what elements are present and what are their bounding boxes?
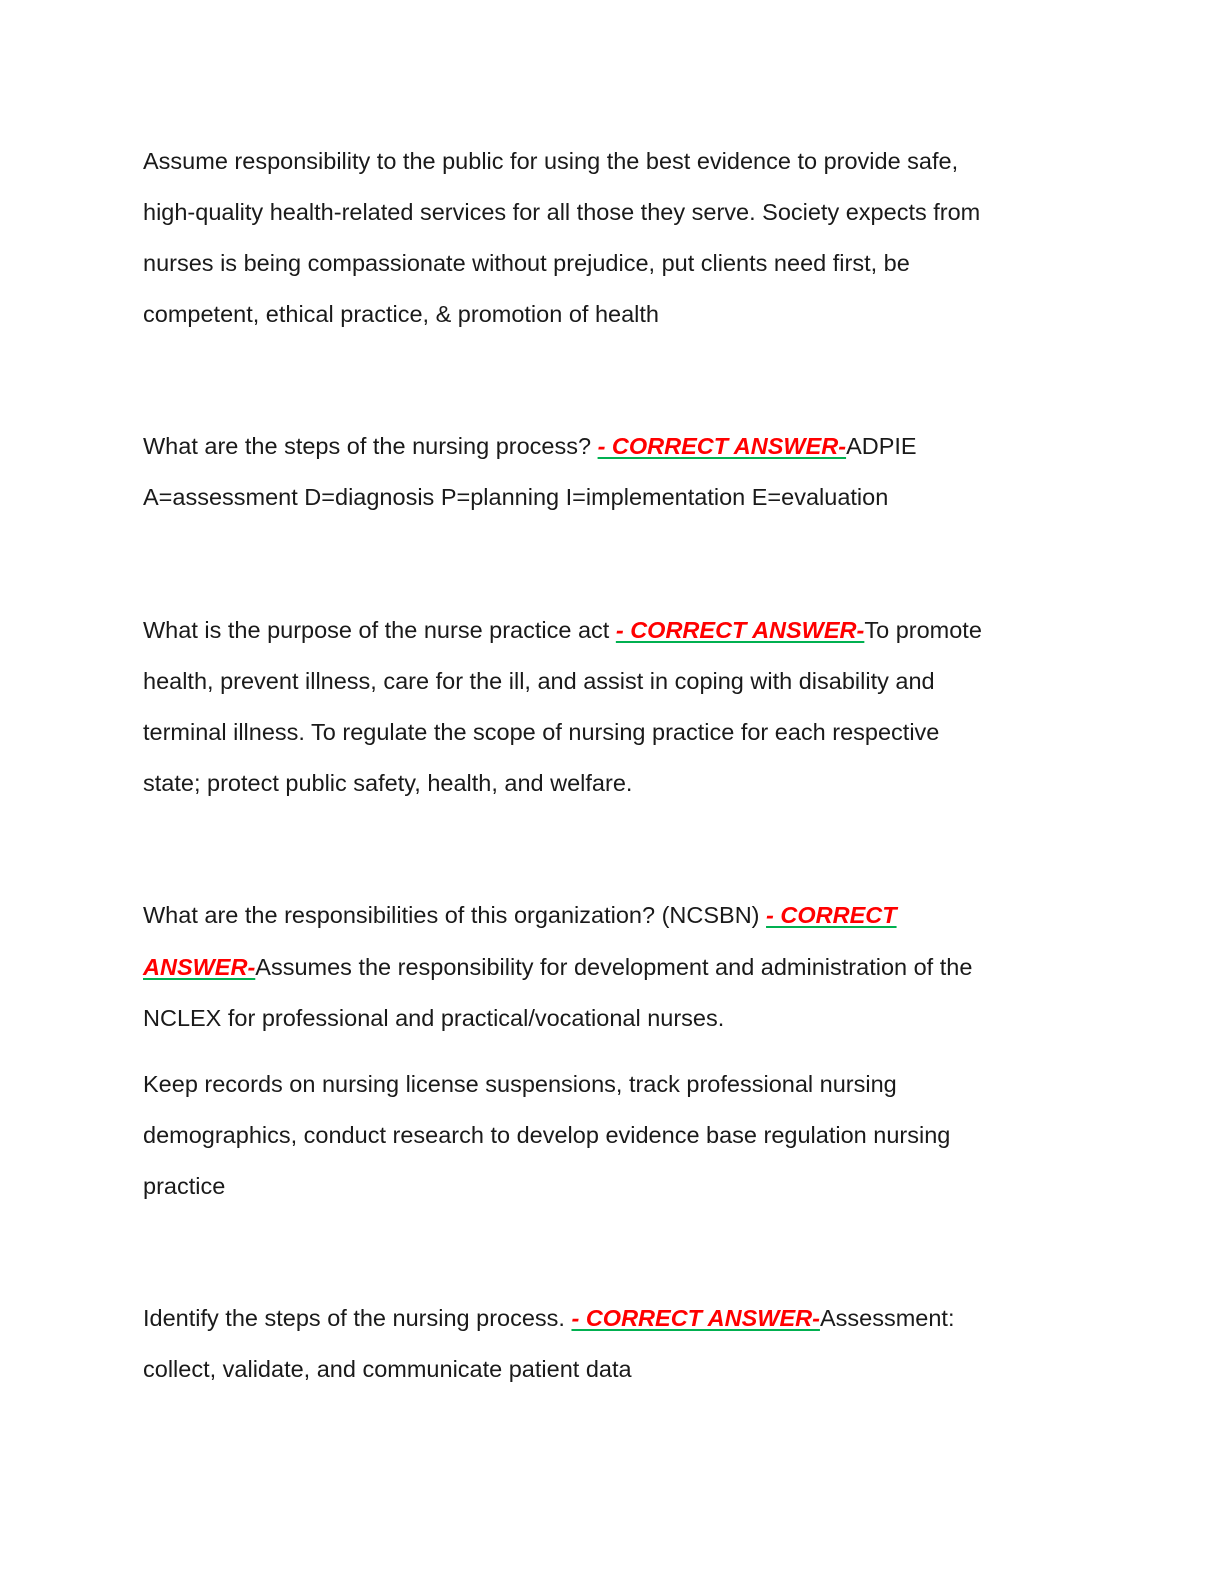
paragraph-line: high-quality health-related services for all those they serve. Society expects from: [143, 199, 981, 225]
answer-line: [143, 952, 972, 982]
question-text: Identify the steps of the nursing process.: [143, 1305, 572, 1331]
answer-line: state; protect public safety, health, and welfare.: [143, 770, 633, 796]
answer-line: Keep records on nursing license suspensions, track professional nursing: [143, 1071, 897, 1097]
answer-line: health, prevent illness, care for the ill, and assist in coping with disability and: [143, 668, 935, 694]
question-line: [143, 431, 917, 461]
answer-line: demographics, conduct research to develop evidence base regulation nursing: [143, 1122, 951, 1148]
answer-text: Assessment:: [819, 1305, 955, 1331]
question-text: What are the responsibilities of this organization? (NCSBN): [143, 902, 767, 928]
paragraph-line: Assume responsibility to the public for using the best evidence to provide safe,: [143, 148, 959, 174]
question-line: [143, 615, 982, 645]
question-line: [143, 1303, 954, 1333]
answer-line: A=assessment D=diagnosis P=planning I=implementation E=evaluation: [143, 484, 889, 510]
answer-line: collect, validate, and communicate patient data: [143, 1356, 632, 1382]
answer-line: NCLEX for professional and practical/vocational nurses.: [143, 1005, 725, 1031]
answer-line: practice: [143, 1173, 226, 1199]
paragraph-line: nurses is being compassionate without prejudice, put clients need first, be: [143, 250, 910, 276]
correct-answer-marker: ANSWER-: [143, 954, 256, 980]
answer-text: ADPIE: [846, 433, 917, 459]
correct-answer-marker: - CORRECT ANSWER-: [597, 433, 847, 459]
answer-text: Assumes the responsibility for development and administration of the: [255, 954, 973, 980]
question-text: What is the purpose of the nurse practice act: [143, 617, 616, 643]
correct-answer-marker: - CORRECT: [766, 902, 897, 928]
question-text: What are the steps of the nursing process?: [143, 433, 598, 459]
correct-answer-marker: - CORRECT ANSWER-: [615, 617, 865, 643]
answer-text: To promote: [864, 617, 982, 643]
paragraph-line: competent, ethical practice, & promotion of health: [143, 301, 659, 327]
answer-line: terminal illness. To regulate the scope of nursing practice for each respective: [143, 719, 940, 745]
question-line: [143, 900, 897, 930]
correct-answer-marker: - CORRECT ANSWER-: [571, 1305, 820, 1331]
